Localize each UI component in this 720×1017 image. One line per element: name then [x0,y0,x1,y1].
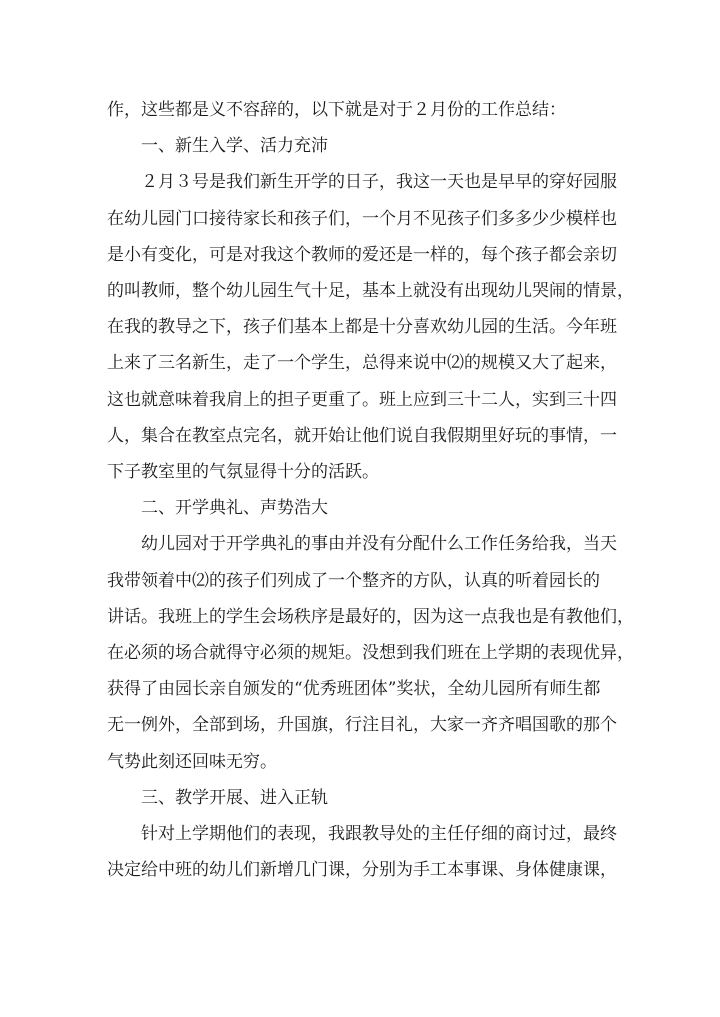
section-heading-1: 一、新生入学、活力充沛 [141,136,328,157]
paragraph-line: 获得了由园长亲自颁发的“优秀班团体”奖状，全幼儿园所有师生都 [107,679,601,700]
paragraph-line: 决定给中班的幼儿们新增几门课，分别为手工本事课、身体健康课， [107,860,617,881]
paragraph-line: 下子教室里的气氛显得十分的活跃。 [107,462,379,483]
paragraph-line: 无一例外，全部到场，升国旗，行注目礼，大家一齐齐唱国歌的那个 [107,715,617,736]
paragraph-line: 是小有变化，可是对我这个教师的爱还是一样的，每个孩子都会亲切 [107,244,617,265]
paragraph-line: ２月３号是我们新生开学的日子，我这一天也是早早的穿好园服 [141,172,617,193]
section-heading-3: 三、教学开展、进入正轨 [141,787,328,808]
paragraph-line: 气势此刻还回味无穷。 [107,751,277,772]
paragraph-line: 上来了三名新生，走了一个学生，总得来说中⑵的规模又大了起来， [107,353,617,374]
paragraph-line: 幼儿园对于开学典礼的事由并没有分配什么工作任务给我，当天 [141,534,617,555]
paragraph-line: 在必须的场合就得守必须的规矩。没想到我们班在上学期的表现优异， [107,643,634,664]
paragraph-line: 我带领着中⑵的孩子们列成了一个整齐的方队，认真的听着园长的 [107,570,600,591]
paragraph-continuation: 作，这些都是义不容辞的，以下就是对于２月份的工作总结： [107,100,566,120]
paragraph-line: 在幼儿园门口接待家长和孩子们，一个月不见孩子们多多少少模样也 [107,208,617,229]
paragraph-line: 人，集合在教室点完名，就开始让他们说自我假期里好玩的事情，一 [107,425,617,446]
paragraph-line: 针对上学期他们的表现，我跟教导处的主任仔细的商讨过，最终 [141,824,617,845]
paragraph-line: 讲话。我班上的学生会场秩序是最好的，因为这一点我也是有教他们， [107,606,634,627]
section-heading-2: 二、开学典礼、声势浩大 [141,498,328,519]
paragraph-line: 在我的教导之下，孩子们基本上都是十分喜欢幼儿园的生活。今年班 [107,317,617,338]
paragraph-line: 这也就意味着我肩上的担子更重了。班上应到三十二人，实到三十四 [107,389,617,410]
paragraph-line: 的叫教师，整个幼儿园生气十足，基本上就没有出现幼儿哭闹的情景， [107,281,634,302]
